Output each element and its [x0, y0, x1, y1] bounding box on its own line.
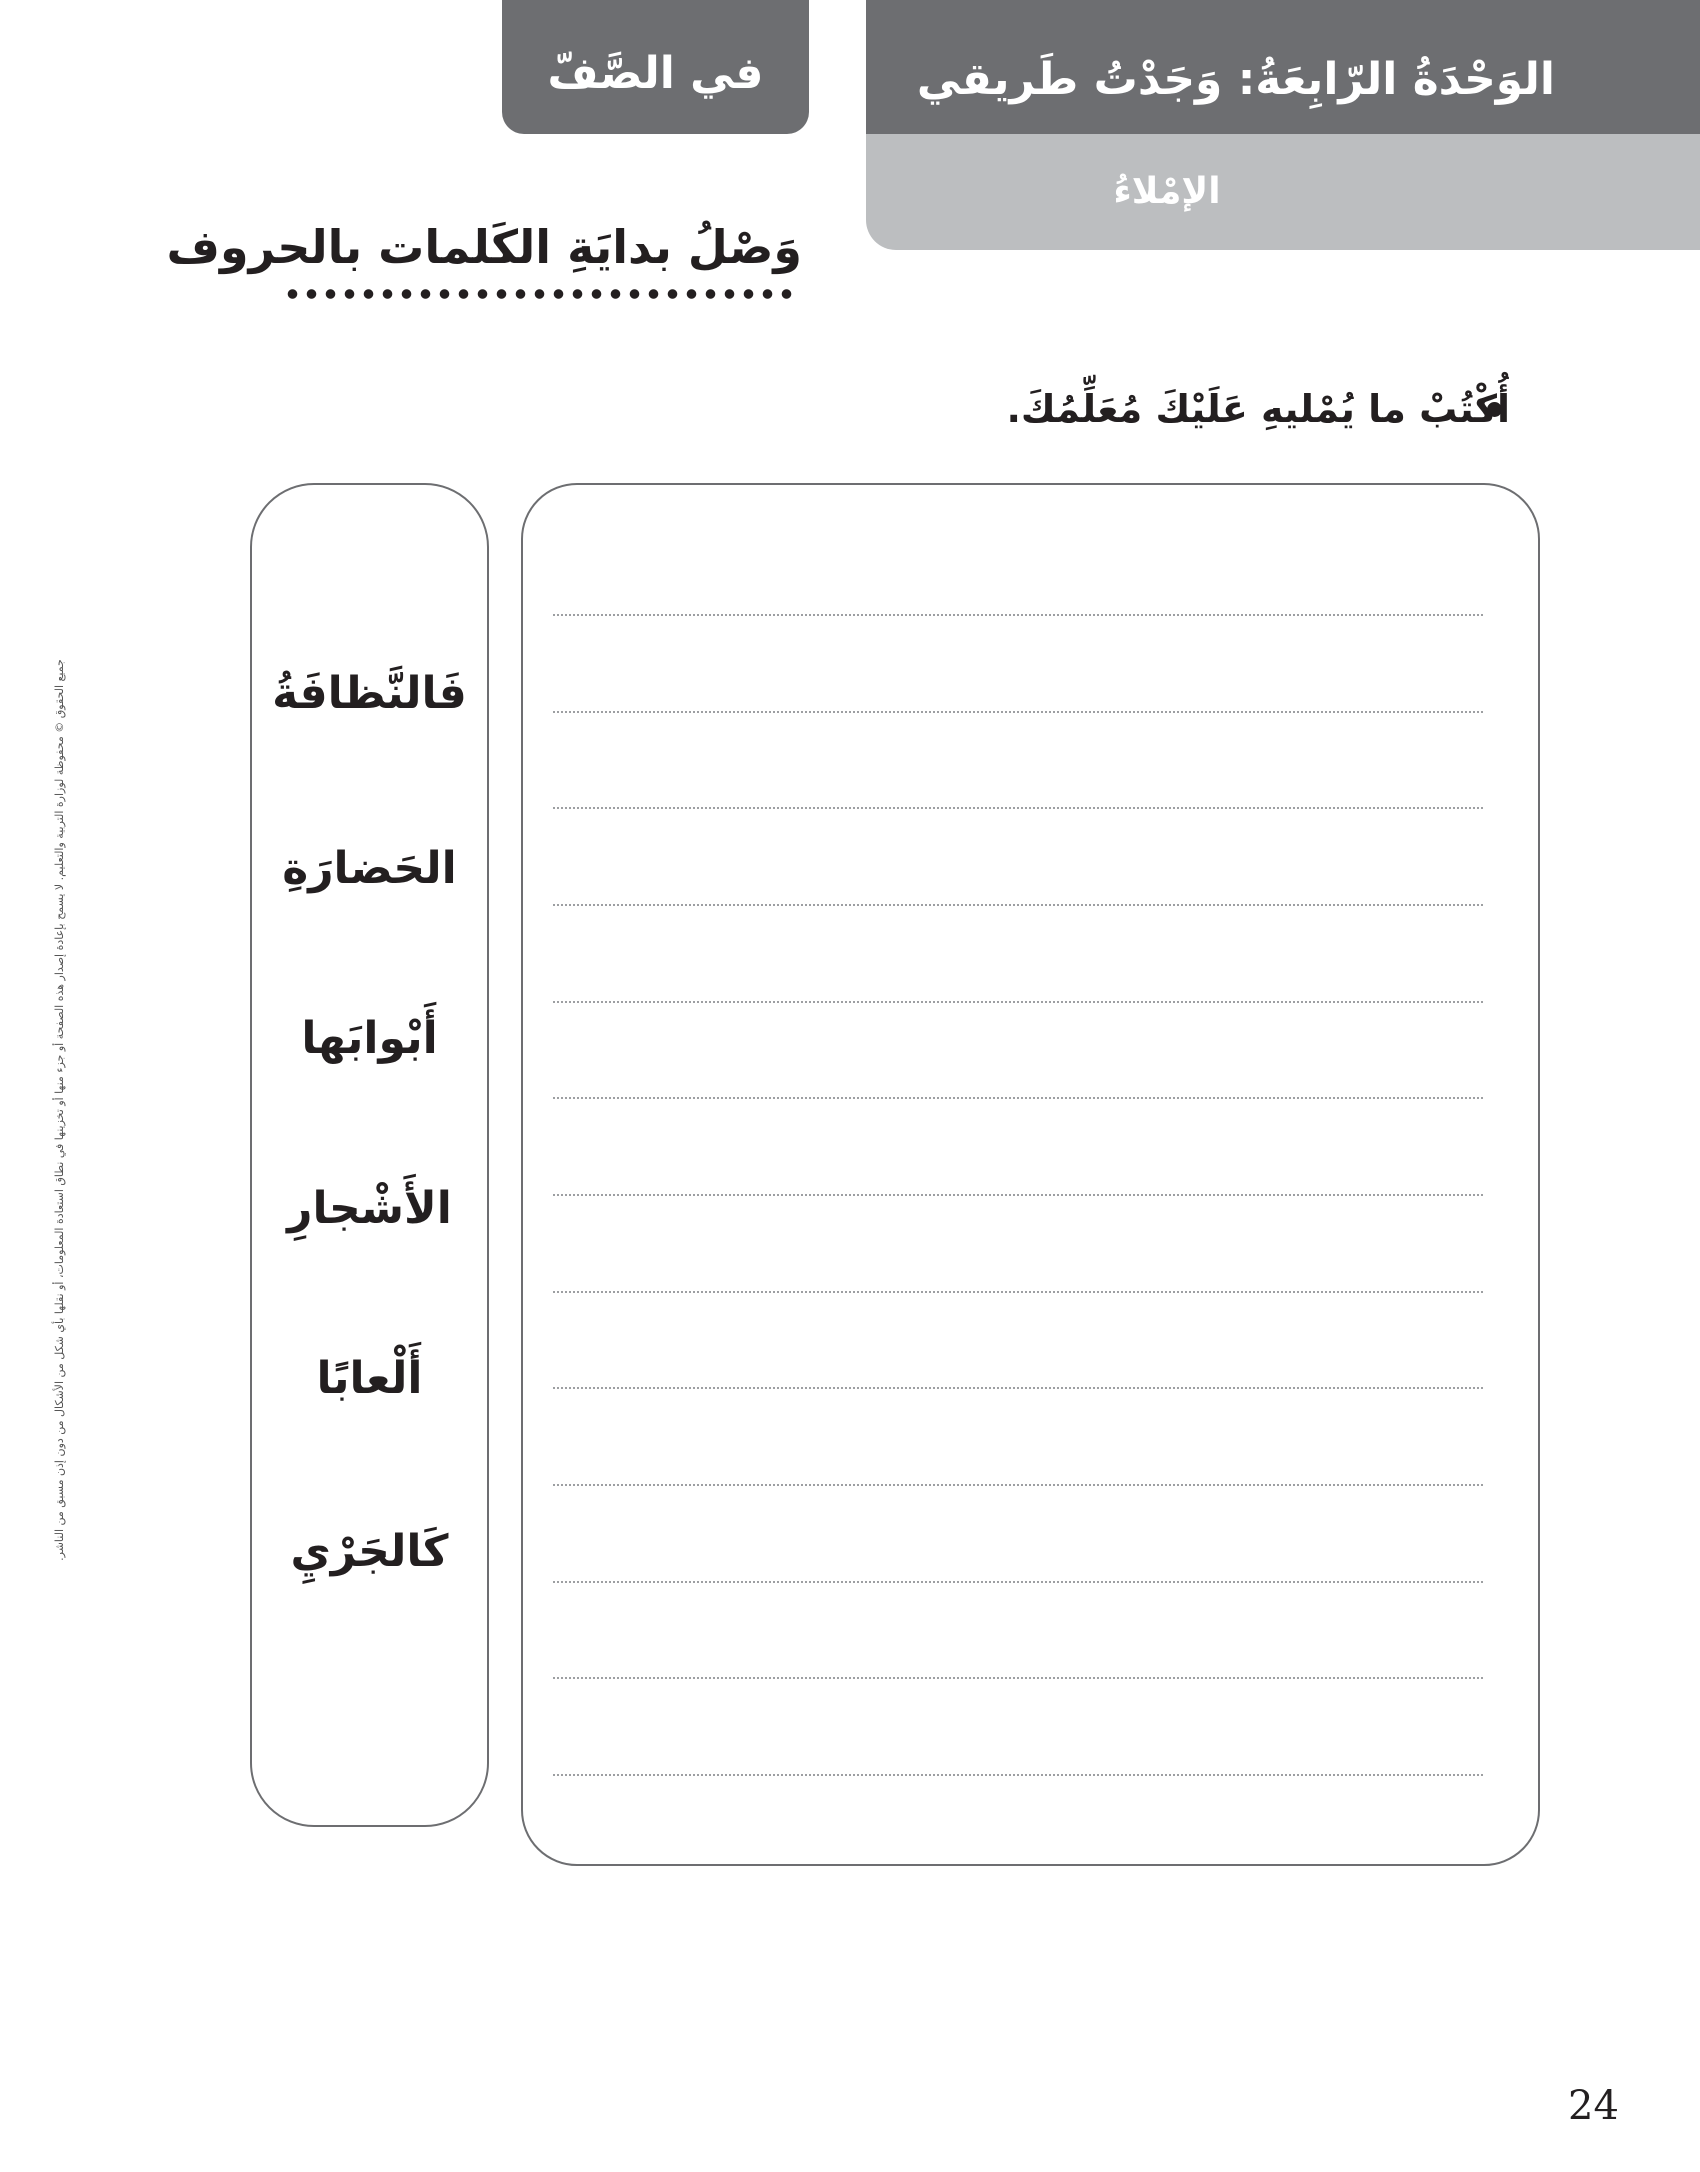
- writing-line: [553, 904, 1483, 906]
- writing-line: [553, 1774, 1483, 1776]
- writing-line: [553, 1001, 1483, 1003]
- writing-line: [553, 1387, 1483, 1389]
- page-number: 24: [1568, 2083, 1619, 2129]
- subsection-title: الإمْلاءُ: [1113, 171, 1221, 212]
- word-item: كَالجَرْيِ: [290, 1526, 449, 1577]
- writing-line: [553, 1581, 1483, 1583]
- dictation-writing-area[interactable]: [521, 483, 1540, 1866]
- subsection-header-bar: [866, 134, 1700, 250]
- writing-line: [553, 807, 1483, 809]
- dotted-underline: [283, 289, 797, 299]
- writing-line: [553, 1097, 1483, 1099]
- writing-line: [553, 1484, 1483, 1486]
- unit-header-bar: [866, 0, 1700, 134]
- word-item: أَبْوابَها: [301, 1013, 438, 1064]
- word-item: أَلْعابًا: [316, 1353, 423, 1404]
- word-list-panel: [250, 483, 489, 1827]
- copyright-notice: جميع الحقوق © محفوظة لوزارة التربية والتعليم. لا يسمح بإعادة إصدار هذه الصفحة أو جزء منها أو تخزينها في نطاق استعادة المعلومات، أو نقلها بأي شكل من الأشكال من دون إذن مسبق من الناشر.: [53, 659, 66, 1561]
- writing-line: [553, 1677, 1483, 1679]
- word-item: فَالنَّظافَةُ: [272, 668, 467, 719]
- word-item: الحَضارَةِ: [282, 843, 457, 894]
- writing-line: [553, 614, 1483, 616]
- connect-activity-heading: وَصْلُ بدايَةِ الكَلمات بالحروف: [166, 220, 802, 274]
- writing-line: [553, 1291, 1483, 1293]
- writing-line: [553, 711, 1483, 713]
- class-tab-label: في الصَّفّ: [547, 48, 764, 99]
- word-item: الأَشْجارِ: [287, 1183, 452, 1234]
- dictation-instruction: أُكْتُبْ ما يُمْليهِ عَلَيْكَ مُعَلِّمُكَ.: [1006, 387, 1510, 431]
- writing-line: [553, 1194, 1483, 1196]
- unit-title: الوَحْدَةُ الرّابِعَةُ: وَجَدْتُ طَريقي: [916, 54, 1555, 105]
- class-tab: [502, 0, 809, 134]
